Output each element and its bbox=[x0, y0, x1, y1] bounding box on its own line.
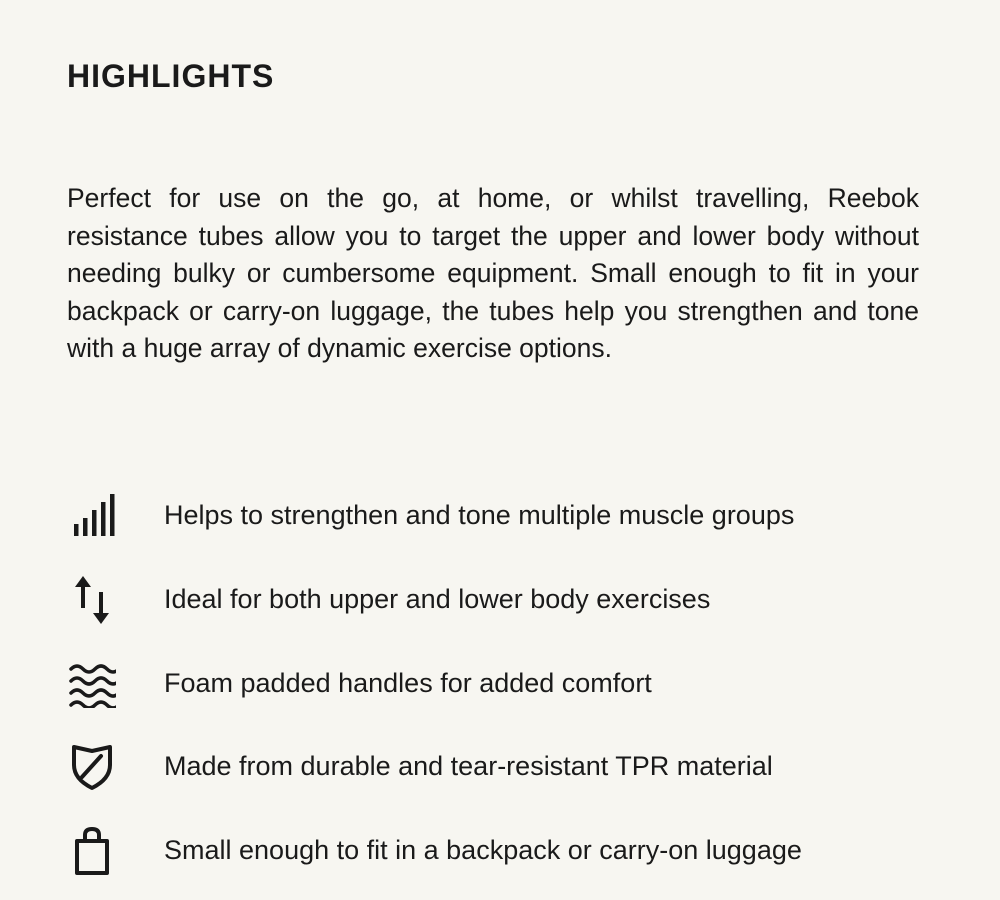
feature-item bbox=[60, 484, 960, 544]
feature-label: Foam padded handles for added comfort bbox=[164, 668, 652, 698]
feature-label: Made from durable and tear-resistant TPR material bbox=[164, 751, 773, 781]
feature-label: Helps to strengthen and tone multiple muscle groups bbox=[164, 500, 795, 530]
signal-bars-icon bbox=[68, 492, 116, 540]
feature-item bbox=[60, 819, 960, 879]
feature-label: Ideal for both upper and lower body exercises bbox=[164, 584, 711, 614]
up-down-arrows-icon bbox=[68, 576, 116, 624]
intro-paragraph: Perfect for use on the go, at home, or whilst travelling, Reebok resistance tubes allow you to target the upper and lower body without needing bulky or cumbersome equipment. Small enough to fit in your backpack or carry-on luggage, the tubes help you strengthen and tone with a huge array of dynamic exercise options. bbox=[67, 183, 919, 364]
shopping-bag-icon bbox=[68, 827, 116, 875]
feature-item bbox=[60, 652, 960, 712]
feature-label: Small enough to fit in a backpack or carry-on luggage bbox=[164, 835, 802, 865]
section-heading: HIGHLIGHTS bbox=[67, 58, 275, 94]
feature-item bbox=[60, 735, 960, 795]
waves-icon bbox=[68, 660, 116, 708]
feature-item bbox=[60, 568, 960, 628]
shield-icon bbox=[68, 743, 116, 791]
